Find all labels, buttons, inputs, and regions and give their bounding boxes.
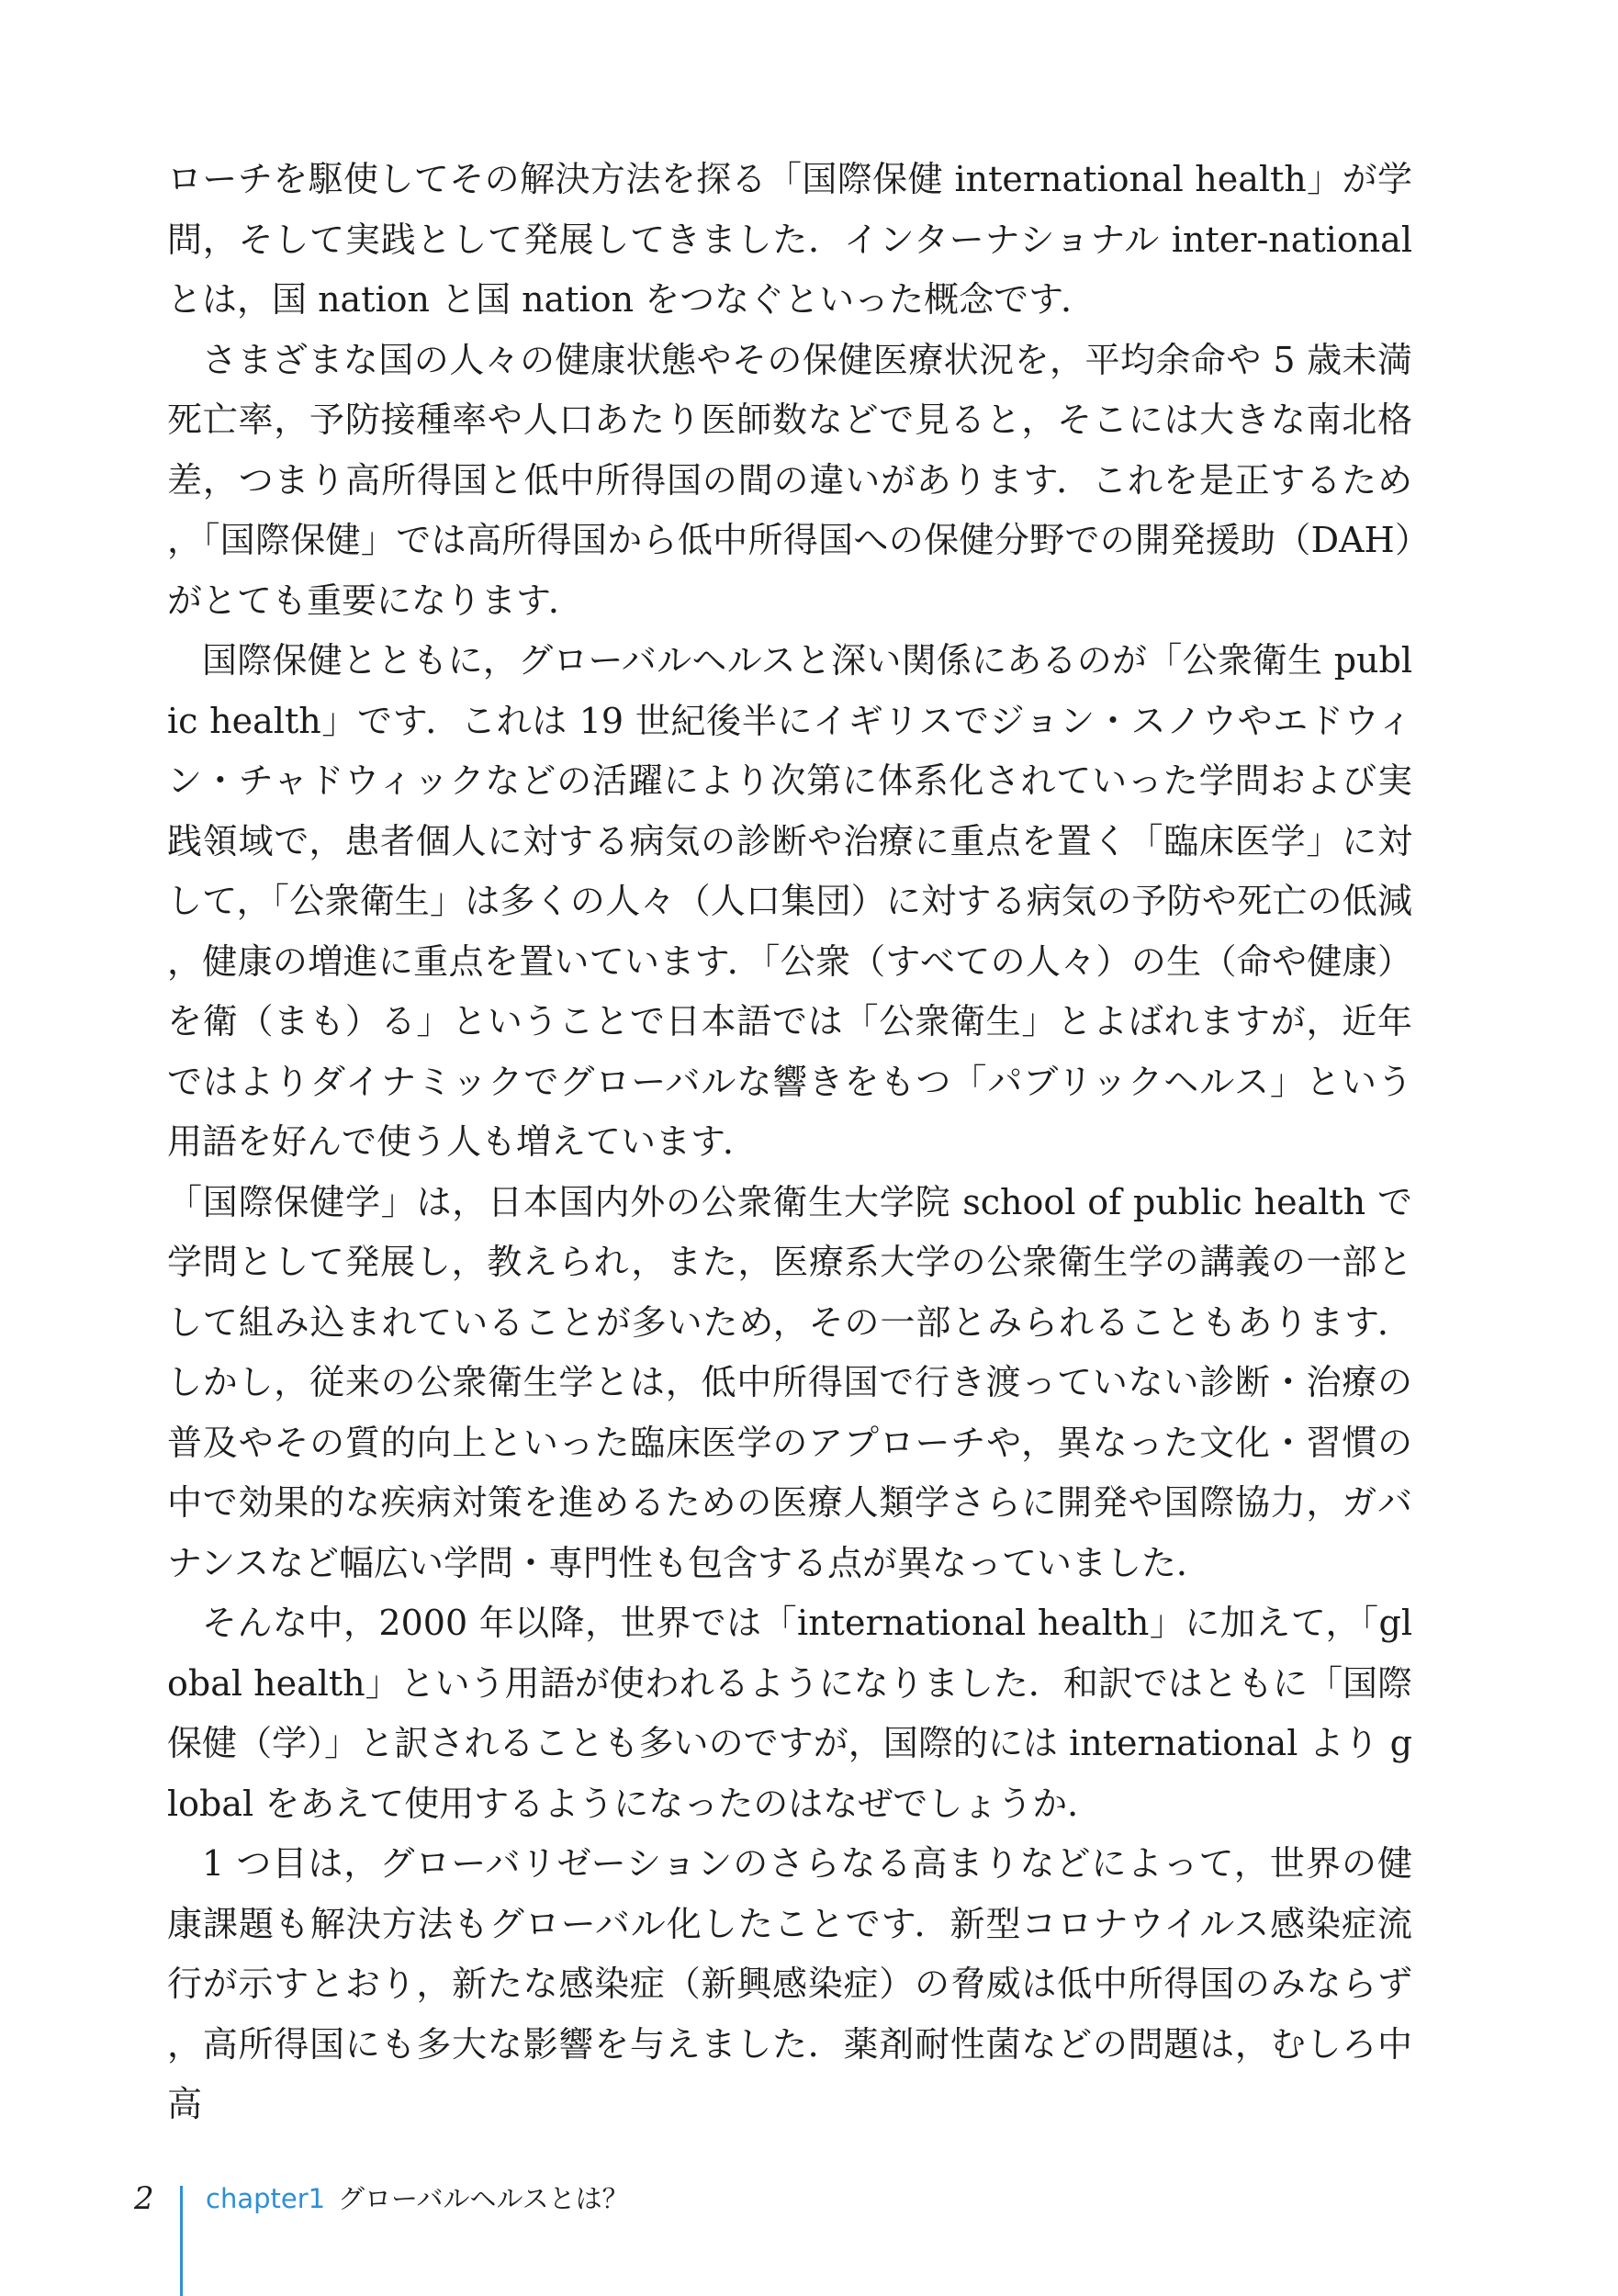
paragraph-2: さまざまな国の人々の健康状態やその保健医療状況を，平均余命や 5 歳未満死亡率，予防接種率や人口あたり医師数などで見ると，そこには大きな南北格差，つまり高所得国と低中所得国の間の違いがあります．これを是正するため，「国際保健」では高所得国から低中所得国への保健分野での開発援助（DAH）がとても重要になります． [167, 339, 1412, 621]
page-footer [0, 2178, 1618, 2296]
footer-divider [180, 2186, 183, 2296]
paragraph-6: 1 つ目は，グローバリゼーションのさらなる高まりなどによって，世界の健康課題も解決方法もグローバル化したことです．新型コロナウイルス感染症流行が示すとおり，新たな感染症（新興感染症）の脅威は低中所得国のみならず，高所得国にも多大な影響を与えました．薬剤耐性菌などの問題は，むしろ中高 [167, 1843, 1412, 2124]
paragraph-1: ローチを駆使してその解決方法を探る「国際保健 international health」が学問，そして実践として発展してきました．インターナショナル inter-national とは，国 nation と国 nation をつなぐといった概念です． [167, 159, 1412, 320]
paragraph-3: 国際保健とともに，グローバルヘルスと深い関係にあるのが「公衆衛生 public health」です．これは 19 世紀後半にイギリスでジョン・スノウやエドウィン・チャドウィックなどの活躍により次第に体系化されていった学問および実践領域で，患者個人に対する病気の診断や治療に重点を置く「臨床医学」に対して，「公衆衛生」は多くの人々（人口集団）に対する病気の予防や死亡の低減，健康の増進に重点を置いています．「公衆（すべての人々）の生（命や健康）を衛（まも）る」ということで日本語では「公衆衛生」とよばれますが，近年ではよりダイナミックでグローバルな響きをもつ「パブリックヘルス」という用語を好んで使う人も増えています． [167, 640, 1412, 1162]
paragraph-5: そんな中，2000 年以降，世界では「international health」に加えて，「global health」という用語が使われるようになりました．和訳ではともに「国際保健（学）」と訳されることも多いのですが，国際的には international より global をあえて使用するようになったのはなぜでしょうか． [167, 1603, 1412, 1824]
page-number: 2 [134, 2180, 154, 2217]
page-body [167, 150, 1412, 2135]
chapter-title: グローバルヘルスとは？ [338, 2183, 629, 2214]
chapter-label: chapter1 [206, 2183, 326, 2214]
paragraph-4: 「国際保健学」は，日本国内外の公衆衛生大学院 school of public health で学問として発展し，教えられ，また，医療系大学の公衆衛生学の講義の一部として組み込まれていることが多いため，その一部とみられることもあります．しかし，従来の公衆衛生学とは，低中所得国で行き渡っていない診断・治療の普及やその質的向上といった臨床医学のアプローチや，異なった文化・習慣の中で効果的な疾病対策を進めるための医療人類学さらに開発や国際協力，ガバナンスなど幅広い学問・専門性も包含する点が異なっていました． [167, 1181, 1412, 1583]
